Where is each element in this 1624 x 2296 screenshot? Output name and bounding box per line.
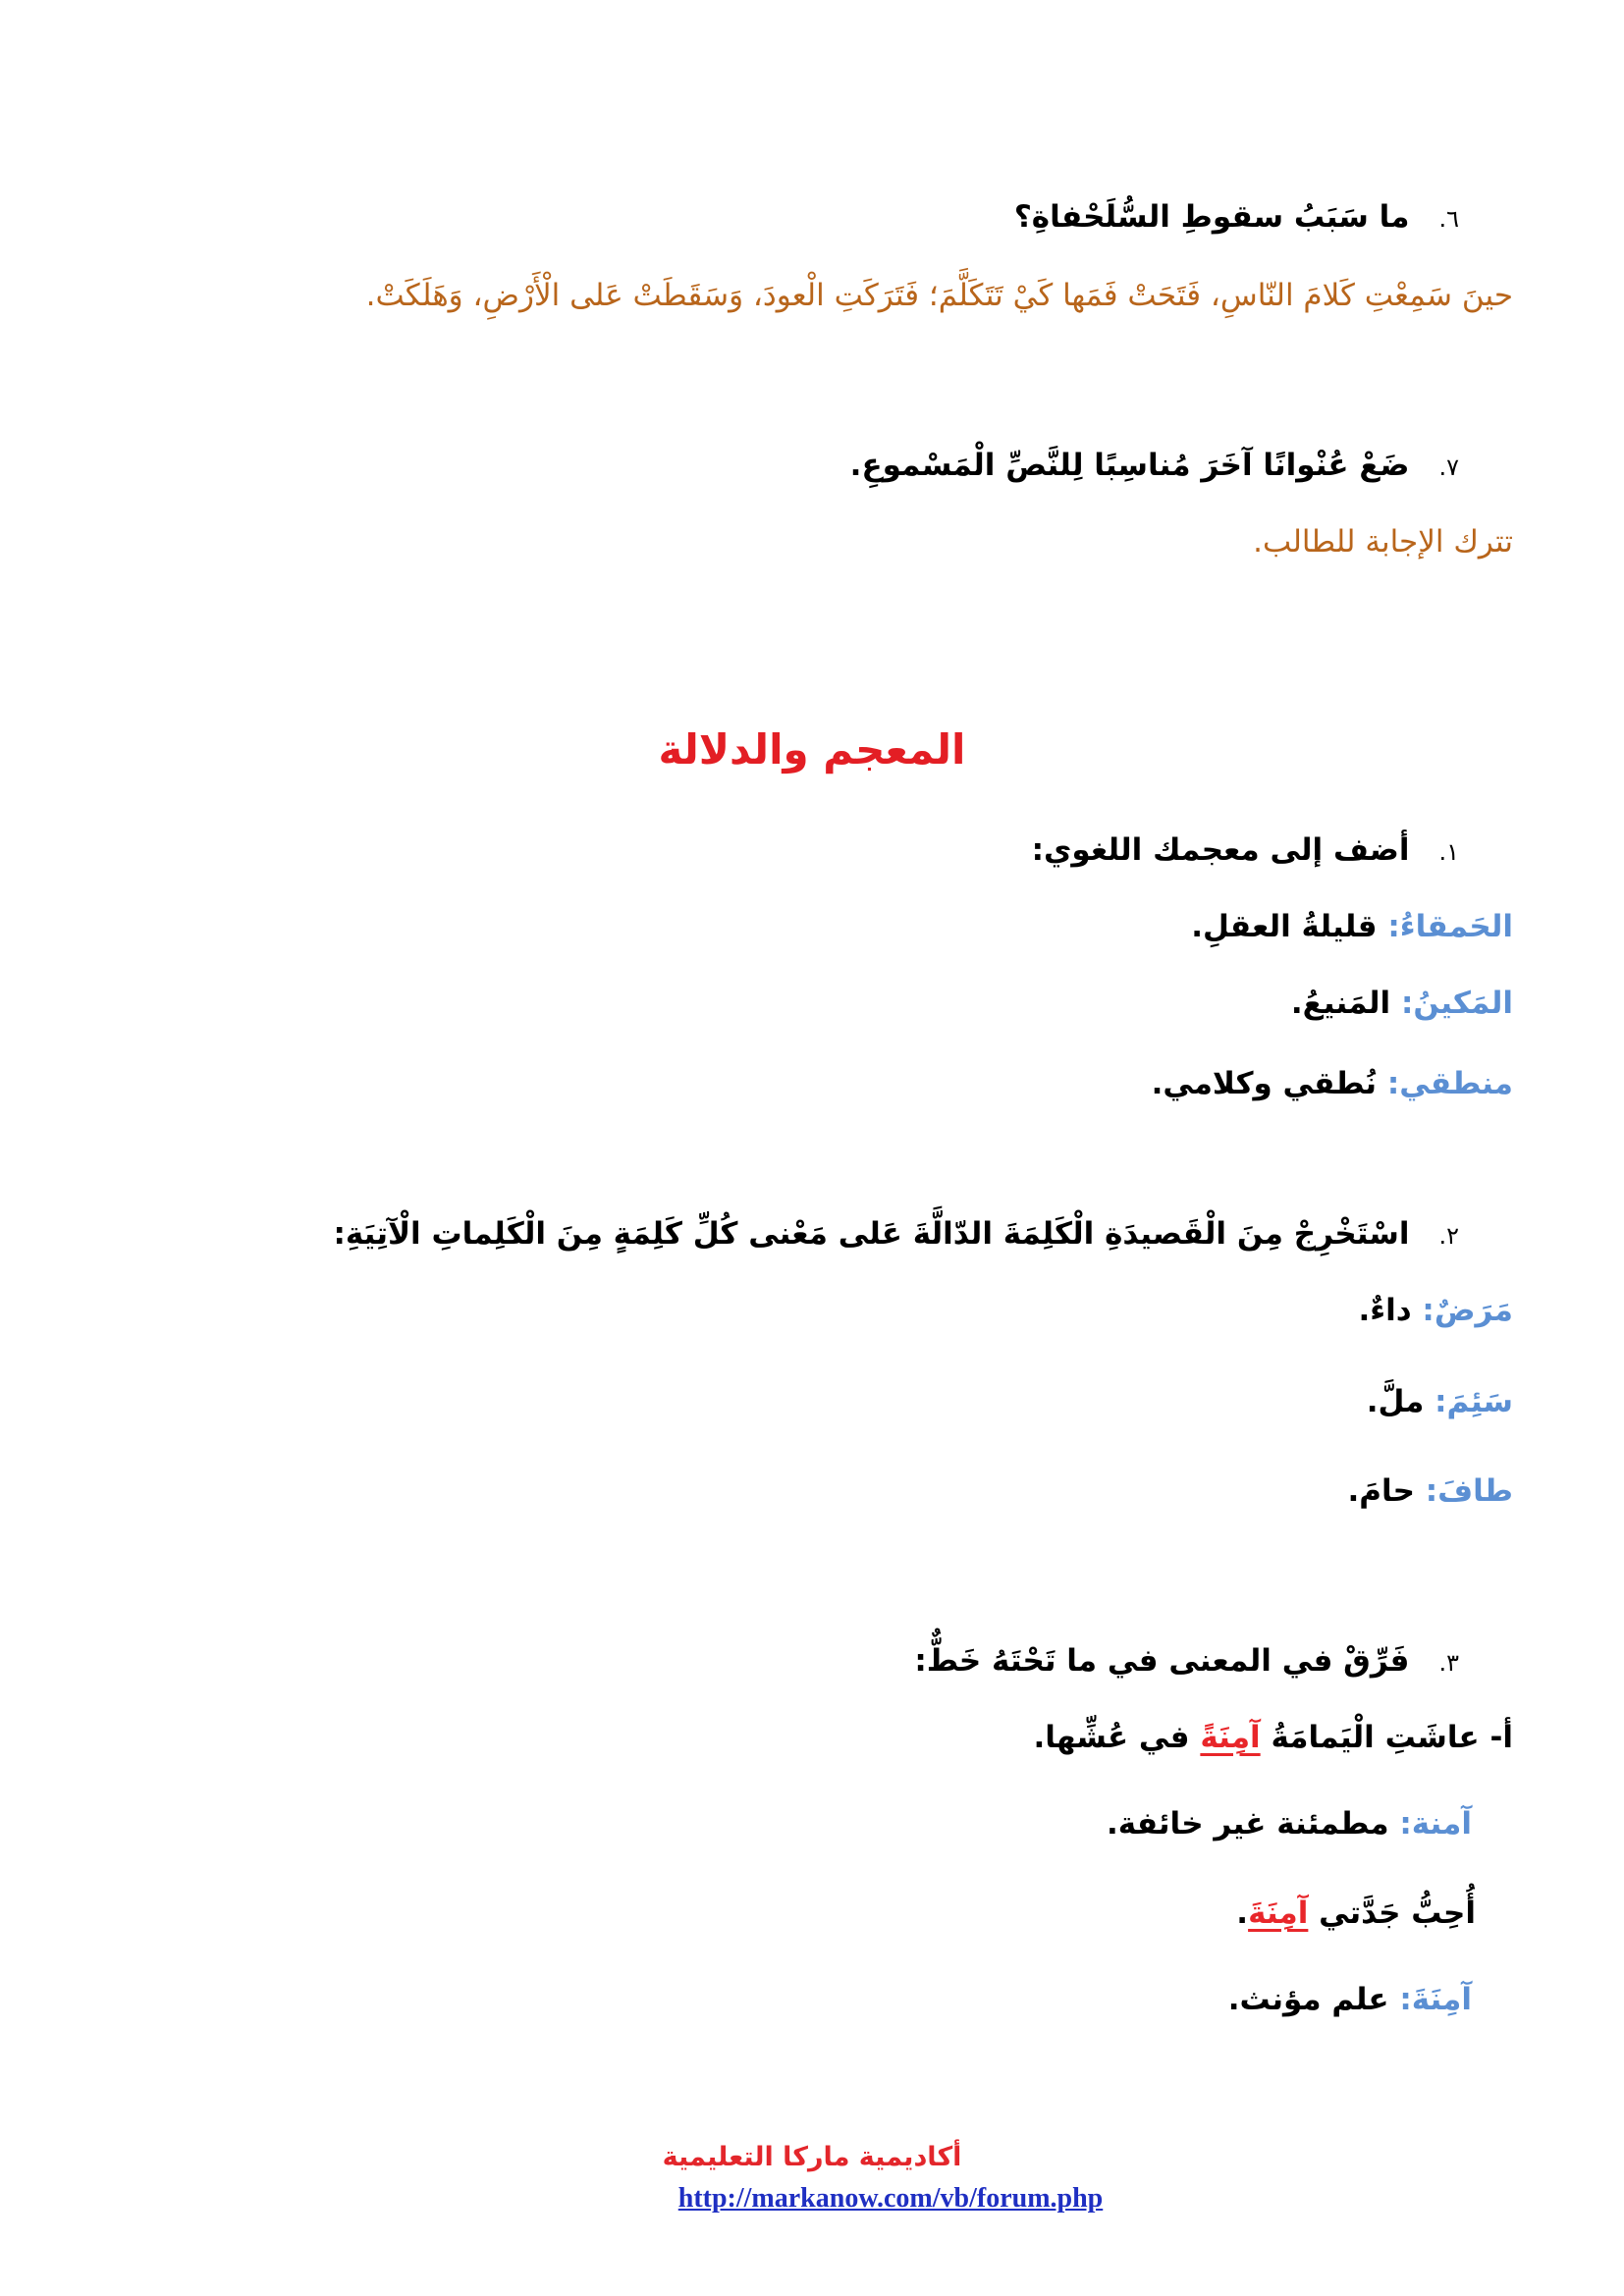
section-heading: المعجم والدلالة — [658, 725, 966, 774]
question-number: ٢. — [1438, 1222, 1459, 1250]
entry-term: آمنة: — [1399, 1806, 1472, 1842]
vocab-entry — [70, 1380, 1513, 1424]
sentence-start: أ- عاشَتِ الْيَمامَةُ — [1271, 1720, 1513, 1755]
vocab-entry — [70, 1062, 1513, 1106]
question-6 — [65, 195, 1459, 241]
vocab-entry — [70, 1289, 1513, 1333]
vocab-entry — [70, 905, 1513, 949]
question-text: فَرِّقْ في المعنى في ما تَحْتَهُ خَطٌّ: — [914, 1643, 1410, 1679]
meaning-b — [78, 1978, 1472, 2022]
question-text: ما سَبَبُ سقوطِ السُّلَحْفاةِ؟ — [1013, 199, 1410, 235]
question-number: ٣. — [1438, 1649, 1459, 1677]
answer-6: حينَ سَمِعْتِ كَلامَ النّاسِ، فَتَحَتْ فَمَها كَيْ تَتَكَلَّمَ؛ فَتَرَكَتِ الْعودَ، وَسَقَطَتْ عَلى الْأَرْضِ، وَهَلَكَتْ. — [365, 278, 1513, 313]
question-7 — [65, 444, 1459, 490]
example-sentence-b — [81, 1892, 1476, 1936]
question-text: اسْتَخْرِجْ مِنَ الْقَصيدَةِ الْكَلِمَةَ الدّالَّةَ عَلى مَعْنى كُلِّ كَلِمَةٍ مِنَ الْكَلِماتِ الْآتِيَةِ: — [333, 1216, 1410, 1252]
sentence-end: في عُشِّها. — [1033, 1720, 1190, 1755]
vocab-question-1 — [65, 828, 1459, 875]
entry-meaning: علم مؤنث. — [1227, 1982, 1389, 2017]
question-number: ٧. — [1438, 454, 1459, 481]
meaning-a — [78, 1802, 1472, 1846]
entry-meaning: المَنيعُ. — [1290, 986, 1391, 1021]
entry-term: طافَ: — [1425, 1473, 1513, 1509]
example-sentence-a — [70, 1716, 1513, 1760]
entry-meaning: حامَ. — [1347, 1473, 1415, 1509]
entry-term: المَكينُ: — [1400, 986, 1513, 1021]
entry-meaning: نُطقي وكلامي. — [1151, 1066, 1378, 1101]
question-text: أضف إلى معجمك اللغوي: — [1031, 832, 1410, 868]
vocab-entry — [70, 982, 1513, 1026]
footer-academy-name: أكاديمية ماركا التعليمية — [662, 2142, 962, 2172]
question-number: ١. — [1438, 838, 1459, 866]
entry-meaning: داءٌ. — [1358, 1293, 1412, 1328]
sentence-end: . — [1236, 1896, 1249, 1931]
underlined-word: آمِنَةً — [1200, 1720, 1261, 1755]
entry-term: آمِنَةَ: — [1399, 1982, 1472, 2017]
entry-term: منطقي: — [1386, 1066, 1513, 1101]
question-number: ٦. — [1438, 205, 1459, 233]
entry-term: سَئِمَ: — [1435, 1384, 1513, 1419]
sentence-start: أُحِبُّ جَدَّتي — [1319, 1896, 1476, 1931]
entry-meaning: قليلةُ العقلِ. — [1191, 909, 1378, 944]
answer-7: تترك الإجابة للطالب. — [1253, 524, 1513, 560]
underlined-word: آمِنَةَ — [1248, 1896, 1309, 1931]
entry-term: مَرَضٌ: — [1422, 1293, 1513, 1328]
question-text: ضَعْ عُنْوانًا آخَرَ مُناسِبًا لِلنَّصِّ الْمَسْموعِ. — [849, 448, 1410, 483]
entry-meaning: مطمئنة غير خائفة. — [1107, 1806, 1389, 1842]
footer-link[interactable]: http://markanow.com/vb/forum.php — [677, 2183, 1104, 2214]
entry-term: الحَمقاءُ: — [1387, 909, 1513, 944]
entry-meaning: ملَّ. — [1366, 1384, 1425, 1419]
vocab-question-3 — [65, 1639, 1459, 1685]
vocab-question-2 — [65, 1212, 1459, 1258]
vocab-entry — [70, 1469, 1513, 1514]
